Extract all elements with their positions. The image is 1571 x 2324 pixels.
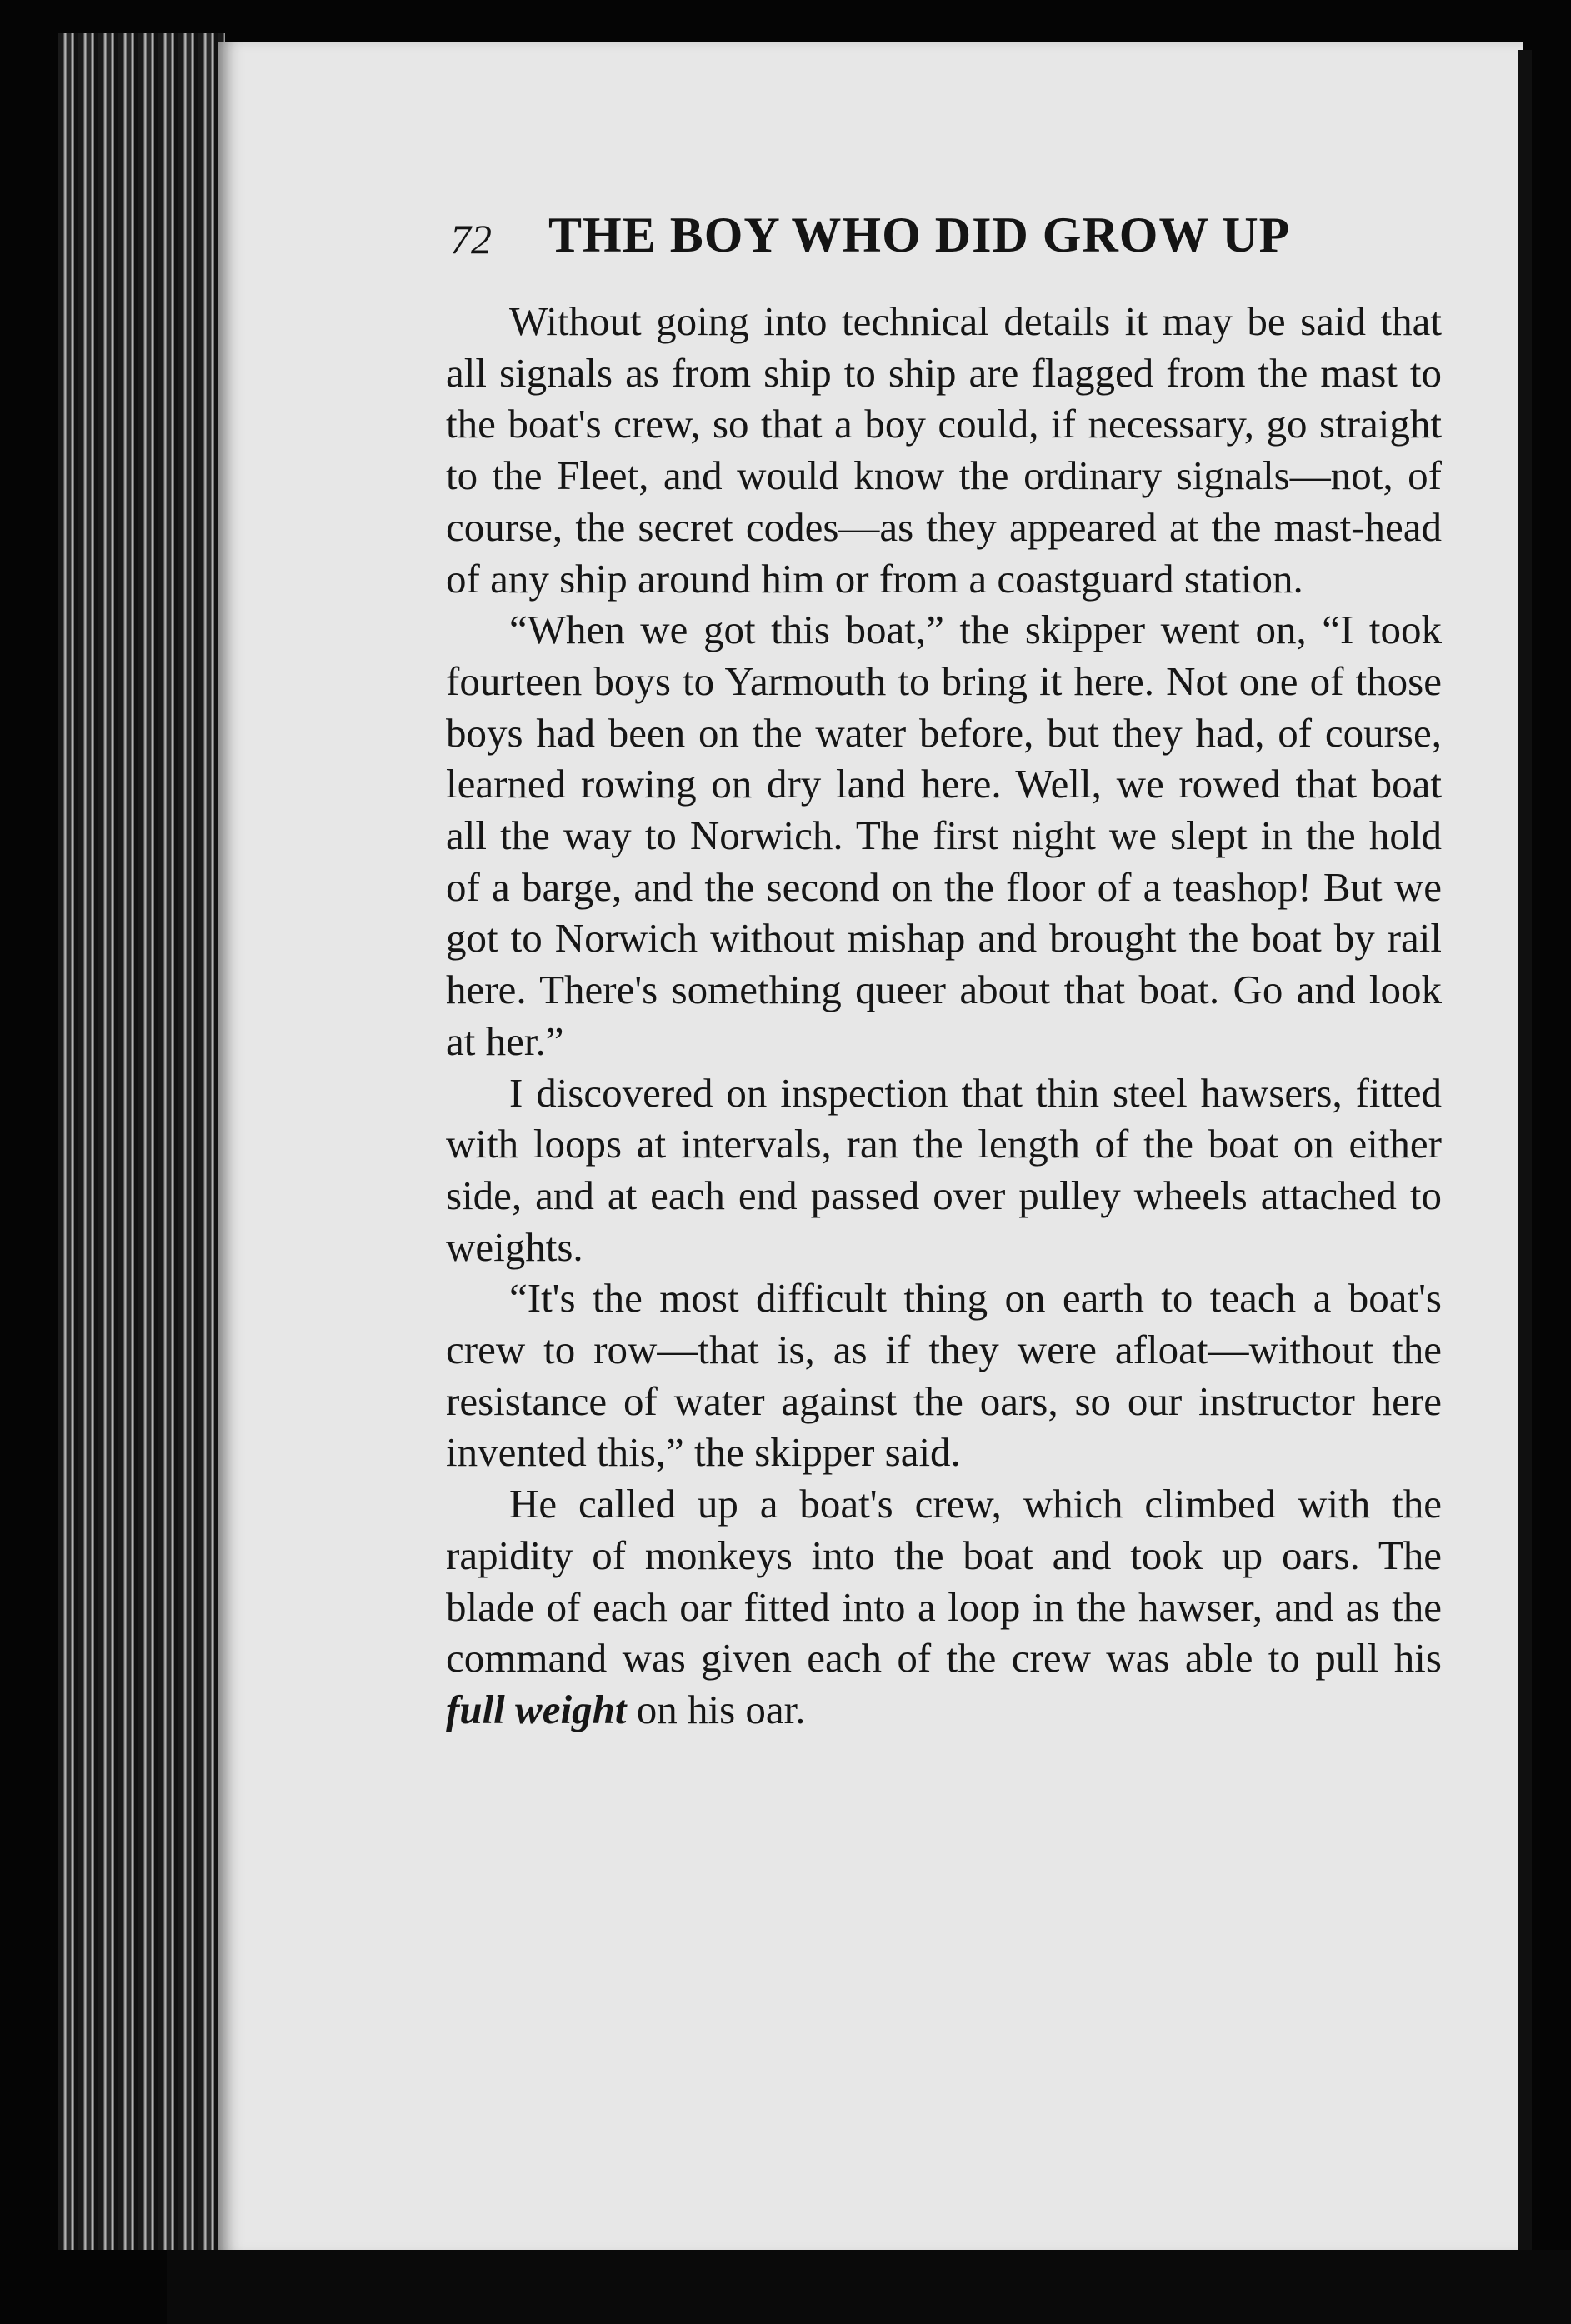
page-number: 72 — [450, 216, 492, 262]
page-bottom-shadow — [167, 2250, 1571, 2324]
paragraph-5-text-before: He called up a boat's crew, which climbed with the rapidity of monkeys into the boat and took up oars. The blade of each oar fitted into a loop in the hawser, and as the command was given each of the crew was able to pull his — [446, 1481, 1442, 1682]
paragraph-5-emphasis: full weight — [446, 1686, 627, 1732]
paragraph-1: Without going into technical details it may be said that all signals as from ship to ship are flagged from the mast to the boat's crew, so that a boy could, if necessary, go straight to the Fleet, and would know the ordinary signals—not, of course, the secret codes—as they appeared at the mast-head of any ship around him or from a coastguard station. — [446, 298, 1442, 602]
body-text — [446, 296, 1442, 1736]
paragraph-3: I discovered on inspection that thin steel hawsers, fitted with loops at intervals, ran the length of the boat on either side, and at each end passed over pulley wheels attached to weights. — [446, 1069, 1442, 1270]
paragraph-2: “When we got this boat,” the skipper went on, “I took fourteen boys to Yarmouth to bring it here. Not one of those boys had been on the water before, but they had, of course, learned rowing on dry land here. Well, we rowed that boat all the way to Norwich. The first night we slept in the hold of a barge, and the second on the floor of a teashop! But we got to Norwich without mishap and brought the boat by rail here. There's something queer about that boat. Go and look at her.” — [446, 607, 1442, 1064]
paragraph-5-text-after: on his oar. — [626, 1686, 806, 1732]
paragraph-5 — [446, 1478, 1442, 1736]
page-right-edge — [1518, 50, 1532, 2267]
book-page-edges — [58, 33, 225, 2250]
running-head — [450, 207, 1433, 273]
running-title: THE BOY WHO DID GROW UP — [548, 207, 1291, 262]
paragraph-4: “It's the most difficult thing on earth to teach a boat's crew to row—that is, as if they were afloat—without the resistance of water against the oars, so our instructor here invented this,” the skipper said. — [446, 1275, 1442, 1476]
